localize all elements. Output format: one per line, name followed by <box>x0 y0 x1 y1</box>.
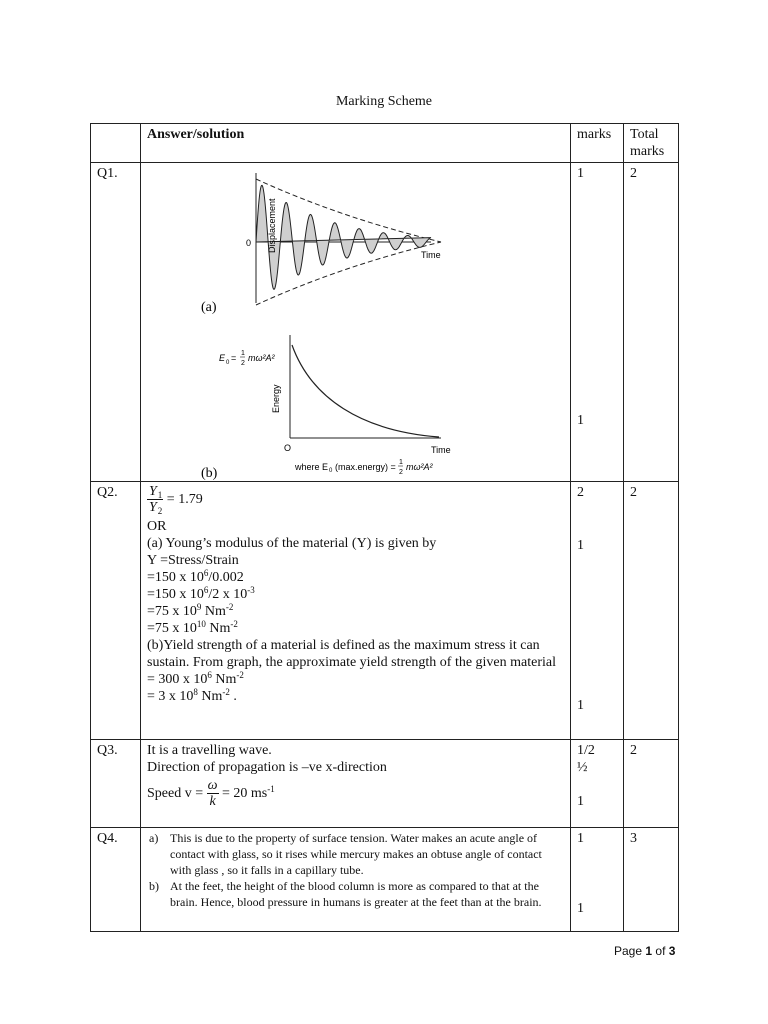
table-row-q4 <box>91 828 679 932</box>
marking-scheme-table <box>90 123 679 932</box>
fig-a-ylabel: Displacement <box>267 198 277 253</box>
list-item <box>147 878 564 910</box>
footer-total-pages: 3 <box>668 944 676 958</box>
fig-a-damped-wave <box>256 185 431 289</box>
fig-a-xlabel: Time <box>421 250 441 260</box>
q2-total: 2 <box>624 482 679 740</box>
q4-marks-cell <box>571 828 624 932</box>
q2-marks-cell <box>571 482 624 740</box>
table-row-q1 <box>91 163 679 482</box>
q4-mark-1: 1 <box>577 831 584 846</box>
question-label: Q2. <box>91 482 141 740</box>
q2-ratio-num: Y <box>149 484 157 499</box>
fig-a-caption: (a) <box>201 300 217 315</box>
fig-b-eq-sub: 0 <box>226 360 230 366</box>
q4-answer-list <box>147 830 564 910</box>
fig-b-eq-equals: = <box>231 353 237 363</box>
fig-b-note-half-num: 1 <box>399 459 403 466</box>
fig-b-note-mid: (max.energy) = <box>335 462 396 472</box>
q2-line-b: (b)Yield strength of a material is defined as the maximum stress it can sustain. From graph, the approximate yield strength of the given material <box>147 638 557 670</box>
q4-total: 3 <box>624 828 679 932</box>
q2-ratio-den: Y <box>149 500 157 515</box>
q3-speed-prefix: Speed v = <box>147 786 204 801</box>
fig-b-note-half-den: 2 <box>399 469 403 476</box>
q2-calc-4: =75 x $10^{10}$ $Nm^{-2}$ <box>147 619 238 636</box>
question-label: Q3. <box>91 740 141 828</box>
q4-a-text: This is due to the property of surface tension. Water makes an acute angle of contact with glass, so it rises while mercury makes an obtuse angle of contact with glass , so it falls in a capillary tube. <box>170 831 542 877</box>
header-question-cell <box>91 124 141 163</box>
table-header-row <box>91 124 679 163</box>
q4-answer-cell <box>141 828 571 932</box>
q3-mark-2: ½ <box>577 760 588 775</box>
q1-mark-2: 1 <box>577 413 584 428</box>
q3-line-1: It is a travelling wave. <box>147 743 272 758</box>
q1-mark-1: 1 <box>577 166 584 181</box>
q3-answer-cell <box>141 740 571 828</box>
q4-b-label: b) <box>149 879 159 893</box>
fig-b-note-prefix: where E <box>295 462 329 472</box>
q3-total: 2 <box>624 740 679 828</box>
q3-marks-cell <box>571 740 624 828</box>
fig-b-eq-lhs: E <box>219 353 226 363</box>
q2-line-y: Y =Stress/Strain <box>147 553 239 568</box>
q2-mark-2: 1 <box>577 538 584 553</box>
q1-marks-cell <box>571 163 624 482</box>
page-footer <box>614 944 675 958</box>
header-marks: marks <box>571 124 624 163</box>
fig-a-origin: 0 <box>246 238 252 248</box>
q1-figures <box>141 163 571 481</box>
q3-line-2: Direction of propagation is –ve x-direction <box>147 760 387 775</box>
q3-mark-1: 1/2 <box>577 743 595 758</box>
table-row-q3 <box>91 740 679 828</box>
q2-calc-3: =75 x $10^9$ $Nm^{-2}$ <box>147 602 234 619</box>
q3-frac-num: ω <box>207 778 218 793</box>
q2-result-1: = 300 x $10^6$ $Nm^{-2}$ <box>147 670 244 687</box>
q4-a-label: a) <box>149 831 159 845</box>
q3-speed-fraction <box>207 778 219 809</box>
fig-b-ylabel: Energy <box>271 384 281 413</box>
fig-b-origin: O <box>284 443 292 453</box>
footer-page-word: Page <box>614 944 643 958</box>
fig-b-energy-curve <box>292 345 439 437</box>
q2-calc-1: =150 x $10^6/0.002$ <box>147 568 244 585</box>
fig-b-eq-rhs: mω²A² <box>248 353 275 363</box>
q2-ratio-value: = 1.79 <box>166 492 203 507</box>
fig-b-xlabel: Time <box>431 445 451 455</box>
header-answer: Answer/solution <box>141 124 571 163</box>
fig-b-note-sub: 0 <box>329 468 333 474</box>
q3-mark-3: 1 <box>577 794 584 809</box>
q2-answer-cell <box>141 482 571 740</box>
q2-mark-3: 1 <box>577 698 584 713</box>
q2-mark-1: 2 <box>577 485 584 500</box>
list-item <box>147 830 564 878</box>
question-label: Q1. <box>91 163 141 482</box>
fig-b-eq-half-num: 1 <box>241 350 245 357</box>
footer-current-page: 1 <box>645 944 653 958</box>
q2-calc-2: =150 x $10^6/2$ x $10^{-3}$ <box>147 585 255 602</box>
q2-ratio-line <box>147 484 564 518</box>
q4-b-text: At the feet, the height of the blood column is more as compared to that at the brain. Hence, blood pressure in humans is greater at the feet than at the brain. <box>170 879 542 909</box>
q3-frac-den: k <box>209 794 216 809</box>
footer-of-word: of <box>655 944 666 958</box>
table-row-q2 <box>91 482 679 740</box>
q2-line-a: (a) Young’s modulus of the material (Y) is given by <box>147 536 437 551</box>
header-total-marks: Total marks <box>624 124 679 163</box>
q2-result-2: = 3 x $10^8$ $Nm^{-2}$ . <box>147 687 237 704</box>
fig-b-note-rhs: mω²A² <box>406 462 433 472</box>
q4-mark-2: 1 <box>577 901 584 916</box>
q2-or: OR <box>147 519 167 534</box>
question-label: Q4. <box>91 828 141 932</box>
q2-ratio-fraction: $\frac{Y_1}{Y_2}$ <box>149 484 163 516</box>
q3-speed-value: = 20 $ms^{-1}$ <box>222 784 275 801</box>
fig-b-caption: (b) <box>201 466 218 481</box>
q3-speed-line <box>147 778 564 809</box>
q1-answer-cell <box>141 163 571 482</box>
q1-total: 2 <box>624 163 679 482</box>
fig-b-eq-half-den: 2 <box>241 360 245 367</box>
page-title: Marking Scheme <box>335 94 433 109</box>
